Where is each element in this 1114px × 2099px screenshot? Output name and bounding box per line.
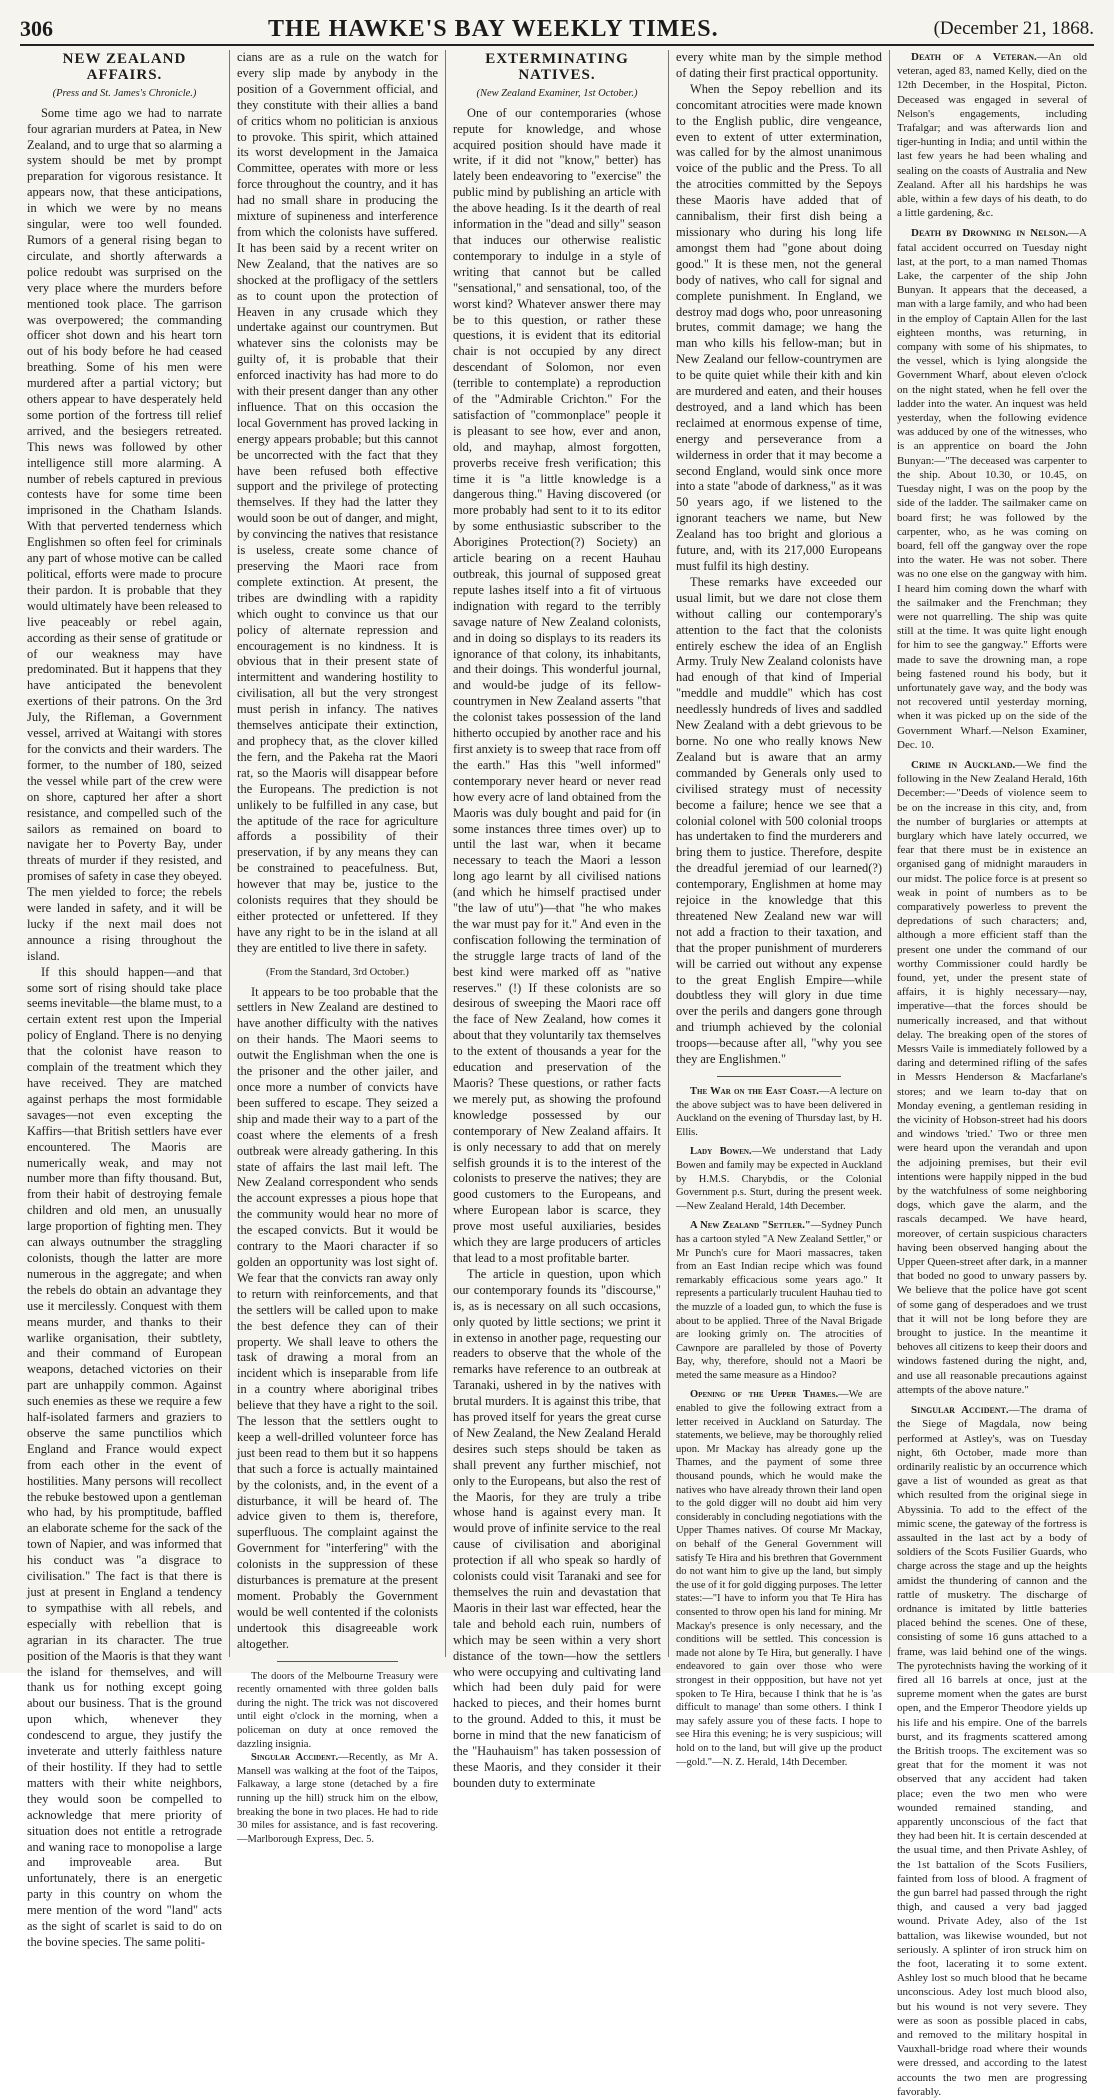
article-paragraph: cians are as a rule on the watch for every slip made by anybody in the position of a Government official, and they constitute with their allies a band of critics whom no politician is anxious to provoke. This spirit, which attained its worst development in the Jamaica Committee, operates with more or less force throughout the country, and it has had no small share in producing the mixture of supineness and interference from which the colonists have suffered. It has been said by a recent writer on New Zealand, that the natives are so shocked at the profligacy of the settlers as to count upon the protection of Heaven in any crusade which they undertake against our countrymen. But whatever sins the colonists may be guilty of, it is probable that their enforced inactivity has had more to do with their present danger than any other influence. That on this occasion the local Government has proved lacking in energy appears probable; but this cannot be uncorrected with the fact that they have been refused both effective support and the privilege of protecting themselves. If they had the latter they would soon be out of danger, and might, by convincing the natives that resistance is useless, create some chance of preserving the Maori race from complete extinction. At present, the tribes are dwindling with a rapidity which ought to convince us that our policy of alternate repression and encouragement is no kindness. It is obvious that in their present state of intermittent and wandering hostility to civilisation, all but the very strongest must perish in infancy. The natives themselves anticipate their extinction, and prophecy that, as the clover killed the fern, and the Pakeha rat the Maori rat, so the Maoris will disappear before the Europeans. The prediction is not unlikely to be fulfilled in any case, but the aptitude of the race for agriculture affords a possibility of their preservation, if by any means they can be constrained to peacefulness. But, however that may be, justice to the colonists requires that they should be either protected or unfettered. If they have any right to be in the island at all they are entitled to live there in safety. xyxy=(237,50,438,955)
columns xyxy=(20,50,1094,2098)
news-item-label: Death by Drowning in Nelson. xyxy=(911,227,1069,240)
news-item-label: Opening of the Upper Thames. xyxy=(690,1389,839,1401)
column-5 xyxy=(890,50,1094,2098)
news-item xyxy=(676,1219,882,1382)
column-4 xyxy=(669,50,890,1768)
news-item-text: —The drama of the Siege of Magdala, now being performed at Astley's, was on Tuesday night, 6th October, made more than ordinarily realistic by an occurrence which gave a list of wounded as great as that which resulted from the original siege in Abyssinia. To add to the effect of the mimic scene, the gateway of the fortress is assaulted in the last act by a body of soldiers of the Scots Fusilier Guards, who charge across the stage and up the heights amidst the thundering of cannon and the rattle of musketry. The discharge of ordnance is imitated by little batteries placed behind the scenes. One of these, consisting of some 16 guns attached to a frame, was laid behind one of the wings. The pyrotechnists having the working of it fired all 16 barrels at once, just at the supreme moment when the gates are burst open, and the Emperor Theodore yields up his life and his empire. One of the barrels burst, and its fragments scattered among the British troops. The excitement was so great that for the moment it was not observed that any accident had taken place; even the two men who were wounded remained standing, and apparently unconscious of the fact that they had been hit. It is certain descended at the usual time, and then Private Ashley, of the 1st battalion of the Scots Fusiliers, fainted from loss of blood. A fragment of the gun barrel had passed through the right thigh, and caused a very bad jagged wound. Private Adey, also of the 1st battalion, was likewise wounded, but not seriously. A splinter of iron struck him on the foot, lacerating it to some extent. Ashley lost so much blood that he became unconscious. Adey lost much blood also, but his wound is not very severe. They were as soon as possible placed in cabs, and removed to the military hospital in Vauxhall-bridge road where their wounds were dressed, and according to the latest accounts the two men are progressing favorably. xyxy=(897,1404,1087,2098)
newspaper-title: THE HAWKE'S BAY WEEKLY TIMES. xyxy=(267,15,719,42)
news-item: The doors of the Melbourne Treasury were recently ornamented with three golden balls during the night. The trick was not discovered until eight o'clock in the morning, when a policeman on duty at once removed the dazzling insignia. xyxy=(237,1670,438,1750)
news-item-text: —We are enabled to give the following extract from a letter received in Auckland on Saturday. The statements, we believe, may be thoroughly relied upon. Mr Mackay has already gone up the Thames, and the payment of some three thousand pounds, which he would make the natives who have already thrown their land open to the gold digger will no doubt aid him very considerably in concluding negotiations with the Upper Thames natives. Of course Mr Mackay, on behalf of the General Government will satisfy Te Hira and his brethren that Government do not want him to give up the land, but simply the use of it for gold digging purposes. The letter states:—"I have to inform you that Te Hira has consented to throw open his land for mining. Mr Mackay's presence is only necessary, and the conditions will be settled. This concession is made not alone by Te Hira, but generally. I have endeavored to gain over those who were strongest in their oppposition, but have not yet spoken to Te Hira, because I think that he is 'as difficult to manage' than some others. I think I may safely assure you of these facts. I hope to see Hira this evening; he is very suspicious; will hold on to the land, but will give up the product—gold."—N. Z. Herald, 14th December. xyxy=(676,1389,882,1768)
news-item xyxy=(897,758,1087,1397)
news-item-text: —An old veteran, aged 83, named Kelly, died on the 12th December, in the Hospital, Picton. Deceased was engaged in several of Nelson's engagements, including Trafalgar; and was afterwards lion and tiger-hunting in India; and until within the last few years he had been whaling and sealing on the coasts of Australia and New Zealand. After all his hardships he was able, within a few days of his death, to do a little gardening, &c. xyxy=(897,51,1087,220)
news-item xyxy=(237,1751,438,1846)
news-item xyxy=(676,1085,882,1139)
divider xyxy=(717,1076,841,1077)
news-item-text: —A lecture on the above subject was to have been delivered in Auckland on the evening of Thursday last, by H. Ellis. xyxy=(676,1086,882,1138)
divider xyxy=(277,1661,398,1662)
news-item xyxy=(897,226,1087,752)
article-paragraph: Some time ago we had to narrate four agrarian murders at Patea, in New Zealand, and to urge that so alarming a system should be met by prompt preparation for vigorous resistance. It appears now, that these anticipations, in which we were by no means singular, were too well founded. Rumors of a general rising began to circulate, and shortly afterwards a police redoubt was surprised on the very place where the murders before mentioned took place. The garrison was overpowered; the commanding officer shot down and his heart torn out of his body before he had ceased breathing. Some of his men were murdered after a partial victory; but others appear to have desperately held some portion of the fortress till relief arrived, and the besiegers retreated. This news was followed by other intelligence still more alarming. A number of rebels captured in previous contests have for some time been imprisoned in the Chatham Islands. With that perverted tenderness which Englishmen so often feel for criminals any part of whose motive can be called political, efforts were made to procure their pardon. It is probable that they would ultimately have been released to live peaceably or rebel again, according as their sense of gratitude or of our weakness may have predominated. But it happens that they have anticipated the benevolent exertions of their patrons. On the 3rd July, the Rifleman, a Government vessel, arrived at Waitangi with stores for the convicts and their warders. The former, to the number of 180, seized the vessel while part of the crew were on shore, captured her after a short resistance, and compelled such of the sailors as remained on board to navigate her to Poverty Bay, under threats of murder if they resisted, and promises of safety in case they obeyed. The men yielded to force; the rebels were landed in safety, and it will be lucky if the next mail does not announce a rising throughout the island. xyxy=(27,105,222,963)
news-item-label: A New Zealand "Settler." xyxy=(690,1220,811,1232)
news-item xyxy=(676,1388,882,1769)
column-3 xyxy=(446,50,669,1790)
news-item-label: Singular Accident. xyxy=(911,1404,1009,1417)
news-item-label: The War on the East Coast. xyxy=(690,1086,819,1097)
page-number: 306 xyxy=(20,16,53,41)
issue-date: (December 21, 1868. xyxy=(933,18,1094,39)
article-heading: NEW ZEALAND AFFAIRS. xyxy=(62,51,187,83)
news-item-label: Death of a Veteran. xyxy=(911,51,1037,63)
article-paragraph: The article in question, upon which our contemporary founds its "discourse," is, as is necessary on all such occasions, only quoted by little sections; we print it in extenso in another page, requesting our readers to observe that the whole of the remarks have reference to an outbreak at Taranaki, ushered in by the natives with brutal murders. It is against this tribe, that has proved itself for years the great curse of New Zealand, the New Zealand Herald desires such steps should be taken as shall prevent any further mischief, not only to the Europeans, but also the rest of the Maoris, for they are truly a tribe whose hand is against every man. It would prove of infinite service to the real cause of civilisation and aboriginal protection if all who speak so hardly of colonists could visit Taranaki and see for themselves the ruin and devastation that Maoris in their last war effected, hear the tale and behold each ruin, numbers of which may be seen within a very short distance of the town—how the settlers who were occupying and cultivating land which had been duly paid for were hacked to pieces, and their homes burnt to the ground. Added to this, it must be borne in mind that the new fanaticism of the "Hauhauism" has taken possession of these Maoris, and they consider it their bounden duty to exterminate xyxy=(453,1266,661,1790)
masthead xyxy=(20,14,1094,46)
news-item-text: —We find the following in the New Zealand Herald, 16th December:—"Deeds of violence seem to be on the increase in this city, and, from the number of burglaries or attempts at burglary which have lately occurred, we fear that there must be in existence an organised gang of midnight marauders in our midst. The police force is at present so weak in point of numbers as to be comparatively powerless to prevent the depredations of such characters; and, although a more efficient staff than the present one under the command of our worthy Commissioner could hardly be found, yet, under the present state of affairs, it is highly necessary—nay, imperative—that the forces should be numerically increased, and that without delay. The breaking open of the stores of Messrs Vaile is immediately followed by a daring and determined rifling of the safes in Messrs Henderson & Macfarlane's stores; and we learn to-day that on Monday evening, a gentleman residing in the vicinity of Hobson-street had his doors and windows 'tried.' Two or three men were heard upon the verandah and upon the adjoining premises, but their evil intentions were happily nipped in the bud by the watchfulness of some neighboring dogs, which gave the alarm, and the rascals decamped. We have heard, moreover, of certain suspicious characters having been observed hanging about the Upper Queen-street after dark, in a manner that boded no good to unwary passers by. We believe that the police have got scent of some gang of desperadoes and we trust that it will not be long before they are brought to justice. In the meantime it behoves all citizens to keep their doors and windows fastened during the night, and, and use all reasonable precautions against attempts of the above nature." xyxy=(897,758,1087,1396)
news-item xyxy=(897,50,1087,220)
column-2 xyxy=(230,50,446,1845)
article-paragraph: every white man by the simple method of dating their first practical opportunity. xyxy=(676,50,882,80)
news-item-text: —Sydney Punch has a cartoon styled "A New Zealand Settler," or Mr Punch's cure for Maori massacres, taken from an East Indian recipe which was found remarkably efficacious some years ago." It represents a particularly truculent Hauhau tied to the muzzle of a loaded gun, to which the fuse is about to be applied. Three of the Naval Brigade are looking grimly on. The atrocities of Cawnpore are paralleled by those of Poverty Bay, why, therefore, should not a Maori be meted the same measure as a Hindoo? xyxy=(676,1220,883,1381)
news-item-label: Lady Bowen. xyxy=(690,1146,752,1158)
news-item xyxy=(676,1145,882,1213)
news-item-text: —A fatal accident occurred on Tuesday night last, at the port, to a man named Thomas Lake, the carpenter of the ship John Bunyan. It appears that the deceased, a man with a large family, and who had been in the employ of Captain Allen for the last eighteen months, was returning, in company with some of his shipmates, to the vessel, which is lying alongside the Government Wharf, about eleven o'clock on the night stated, when he fell over the ladder into the water. An inquest was held yesterday, when the following evidence was adduced by one of the witnesses, who is an apprentice on board the John Bunyan:—"The deceased was carpenter to the ship. About 10.30, or 10.45, on Tuesday night, I was on the poop by the side of the ladder. The sailmaker came on board first; he was followed by the carpenter, who, as he was coming on board, fell off the gangway over the rope into the water. He was not sober. There was no one else on the gangway with him. I heard him coming down the wharf with the sailmaker and the Frenchman; they were not quarrelling. The ship was quite still at the time. It was quite light enough for him to see the gangway." Efforts were made to save the drowning man, a rope being fastened round his body, but it unfortunately gave way, and the body was not recovered until yesterday morning, when it was picked up on the side of the Government Wharf.—Nelson Examiner, Dec. 10. xyxy=(897,227,1087,751)
article-source: (Press and St. James's Chronicle.) xyxy=(52,87,197,99)
article-paragraph: When the Sepoy rebellion and its concomitant atrocities were made known to the English public, dire vengeance, even to extent of utter extermination, was called for by the almost unanimous voice of the public and the Press. To all the atrocities committed by the Sepoys these Maoris have added that of cannibalism, their first dish being a missionary who during his long life amongst them had "gone about doing good." It is these men, not the general body of natives, who call for signal and complete punishment. In England, we destroy mad dogs who, poor unreasoning brutes, commit damage; we hang the man who kills his fellow-man; but in New Zealand our fellow-countrymen are to be quite quiet while their kith and kin are murdered and eaten, and their houses destroyed, and a land which has been reclaimed at enormous expense of time, energy and perseverance from a wilderness in order that it may become a second England, would sink once more into a state "abode of darkness," as it was 50 years ago, if we listened to the ignorant teachers we name, but New Zealand has too bright and glorious a future, and, with its 217,000 Europeans must fulfil its high destiny. xyxy=(676,81,882,573)
news-item-label: Singular Accident. xyxy=(251,1752,339,1764)
article-paragraph: One of our contemporaries (whose repute for knowledge, and whose acquired position should have made it write, if it did not "know," better) has lately been endeavoring to "exercise" the public mind by publishing an article with the above heading. Is it the dearth of real information in the "dead and silly" season that induces our otherwise realistic contemporary to indulge in a style of writing that cannot but be called "sensational," and sensational, too, of the worst kind? Whatever answer there may be to this question, or rather these questions, it is evident that its editorial chair is not occupied by any direct descendant of Solomon, nor even (terrible to contemplate) a reproduction of the "Admirable Crichton." For the satisfaction of "commonplace" people it is pleasant to see how, ever and anon, old, and mayhap, almost forgotten, proverbs receive fresh verification; this time it is "a little knowledge is a dangerous thing." Having discovered (or more probably had sent to it to its editor by some enthusiastic subscriber to the Aborigines Protection(?) Society) an article bearing on a recent Hauhau outbreak, this journal of supposed great repute lashes itself into a fit of virtuous indignation with regard to the terribly savage nature of New Zealand colonists, and in doing so displays to its readers its ignorance of that colony, its inhabitants, and their doings. This wonderful journal, and would-be judge of its fellow-countrymen in New Zealand asserts "that the colonist takes possession of the land hitherto occupied by another race and his first anxiety is to sweep that race from off the earth." Has this "well informed" contemporary never heard or never read how every acre of land obtained from the Maoris was duly bought and paid for (in some instances three times over) up to until the last war, when it became necessary to teach the Maori a lesson long ago learnt by all civilised nations (and which he himself practised under "the law of utu")—that "he who makes the war must pay for it." And even in the confiscation following the termination of the struggle large tracts of land of the best kind were marked off as "native reserves." (!) If these colonists are so desirous of sweeping the Maori race off the face of New Zealand, how comes it about that they voluntarily tax themselves to the extent of thousands a year for the education and preservation of the Maoris? These questions, or rather facts we merely put, as showing the profound knowledge possessed by our contemporary of New Zealand affairs. It is only necessary to add that on merely selfish grounds it is to the interest of the colonists to preserve the natives; they are good customers to the Europeans, and where European labor is scarce, they prove most useful auxiliaries, besides which they are large producers of articles that lead to a most profitable barter. xyxy=(453,105,661,1265)
article-source: (New Zealand Examiner, 1st October.) xyxy=(476,87,638,99)
article-paragraph: If this should happen—and that some sort of rising should take place seems inevitable—the blame must, to a certain extent rest upon the Imperial policy of England. There is no denying that the colonist have reason to complain of the treatment which they have received. They are matched against perhaps the most formidable savages—not even excepting the Kaffirs—that British settlers have ever encountered. The Maoris are numerically weak, and may not number more than fifty thousand. But, from their habit of destroying female children and old men, an unusually large proportion of fighting men. They can always outnumber the straggling colonists, though the latter are more numerous in the aggregate; and when the rebels do obtain an advantage they use it mercilessly. Conquest with them means murder, and thanks to their warlike organisation, their subtlety, and their command of European weapons, detached victories on their part are unhappily common. Against such enemies as these we require a few half-isolated farmers and graziers to observe the same punctilios which England and France would expect from each other in the event of hostilities. Many persons will recollect the rebuke bestowed upon a gentleman who had, by his promptitude, baffled an elaborate scheme for the sack of the town of Napier, and was informed that his conduct was "a disgrace to civilisation." The fact is that there is just at present in England a tendency to sympathise with all rebels, and especially with rebellion that is agrarian in its character. The true position of the Maoris is that they want the island for themselves, and will thank us for nothing except going about our business. That is the ground upon which, whenever they condescend to argue, they justify the inveterate and utterly faithless nature of their hostility. If they had to settle matters with their white neighbors, they would soon be compelled to acknowledge that mere priority of situation does not entitle a retrograde and waning race to monopolise a large and improveable area. But unfortunately, there is an energetic party in this country on whom the mere mention of the word "land" acts as the sight of scarlet is said to do on the bovine species. The same politi- xyxy=(27,964,222,1949)
column-1 xyxy=(20,50,230,1949)
news-item xyxy=(897,1403,1087,2099)
article-heading: EXTERMINATING NATIVES. xyxy=(485,51,629,83)
article-paragraph: These remarks have exceeded our usual limit, but we dare not close them without calling our contemporary's attention to the fact that the colonists entirely eschew the idea of an English Army. Truly New Zealand colonists have had enough of that kind of Imperial "meddle and muddle" which has cost needlessly hundreds of lives and saddled New Zealand with a debt grievous to be borne. No one who really knows New Zealand but is aware that an army commanded by Generals only used to civilised strategy must of necessity become a failure; hence we see that a colonial colonel with 500 colonial troops has undertaken to find the murderers and bring them to justice. Therefore, despite the dreadful jeremiad of our learned(?) contemporary, Englishmen at home may rejoice in the knowledge that this threatened New Zealand new war will not add a fraction to their taxation, and that the proper punishment of murderers will be carried out without any expense to the great English Empire—while doubtless they will glory in due time over the perils and dangers gone through and triumph achieved by the colonial troops—because after all, "why you see they are Englishmen." xyxy=(676,574,882,1067)
news-item-text: —We understand that Lady Bowen and family may be expected in Auckland by H.M.S. Charybdis, or the Colonial Government p.s. Sturt, during the present week.—New Zealand Herald, 14th December. xyxy=(676,1146,883,1212)
article-source: (From the Standard, 3rd October.) xyxy=(266,966,409,978)
news-item-label: Crime in Auckland. xyxy=(911,758,1016,771)
news-item-text: —Recently, as Mr A. Mansell was walking at the foot of the Taipos, Falkaway, a large stone (detached by a fire running up the hill) struck him on the elbow, breaking the bone in two places. He had to ride 30 miles for assistance, and is fast recovering.—Marlborough Express, Dec. 5. xyxy=(237,1752,438,1845)
article-paragraph: It appears to be too probable that the settlers in New Zealand are destined to have another difficulty with the natives on their hands. The Maori seems to outwit the Englishman when the one is the prisoner and the other jailer, and once more a number of convicts have been suffered to escape. They seized a ship and made their way to a part of the coast where the elements of a fresh outbreak were already gathering. In this state of affairs the last mail left. The New Zealand correspondent who sends the account expresses a pious hope that the community would hear no more of the escaped convicts. But it would be contrary to the Maori character if so golden an opportunity was lost sight of. We fear that the convicts ran away only to return with reinforcements, and that the settlers will be called upon to make the best defence they can of their property. We shall leave to others the task of drawing a moral from an incident which is inseparable from life in a country where aboriginal tribes believe that they have a right to the soil. The lesson that the settlers ought to keep a well-drilled volunteer force has just been read to them but it so happens that such a force is actually maintained by the colonists, and, in the event of a disturbance, it will be heard of. The advice given to them is, therefore, superfluous. The complaint against the Government for "interfering" with the colonists in the suppression of these disturbances is premature at the present moment. Probably the Government would be well contented if the colonists undertook this disagreeable work altogether. xyxy=(237,984,438,1651)
